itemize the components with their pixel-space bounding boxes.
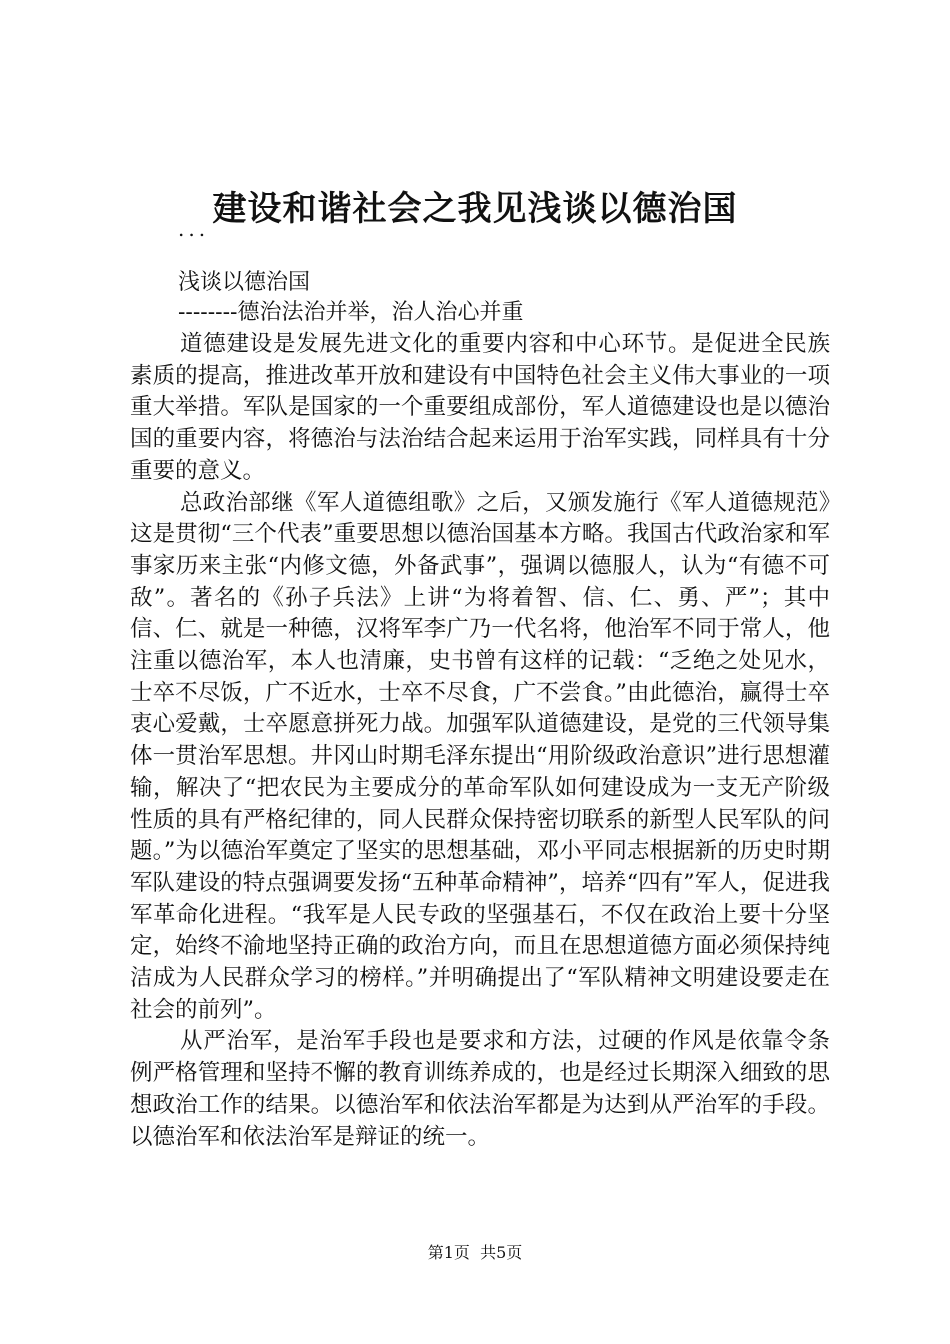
paragraph: 道德建设是发展先进文化的重要内容和中心环节。是促进全民族素质的提高，推进改革开放和建设有中国特色社会主义伟大事业的一项重大举措。军队是国家的一个重要组成部份，军人道德建设也是以德治国的重要内容，将德治与法治结合起来运用于治军实践，同样具有十分重要的意义。 xyxy=(130,331,830,484)
ellipsis-mark: ... xyxy=(178,217,210,241)
document-title: 建设和谐社会之我见浅谈以德治国 xyxy=(212,189,738,229)
article-subheading: --------德治法治并举，治人治心并重 xyxy=(178,300,524,325)
paragraph: 总政治部继《军人道德组歌》之后，又颁发施行《军人道德规范》这是贯彻“三个代表”重要思想以德治国基本方略。我国古代政治家和军事家历来主张“内修文德，外备武事”，强调以德服人，认为“有德不可敌”。著名的《孙子兵法》上讲“为将着智、信、仁、勇、严”；其中信、仁、就是一种德，汉将军李广乃一代名将，他治军不同于常人，他注重以德治军，本人也清廉，史书曾有这样的记载：“乏绝之处见水，士卒不尽饭，广不近水，士卒不尽食，广不尝食。”由此德治，赢得士卒衷心爱戴，士卒愿意拼死力战。加强军队道德建设，是党的三代领导集体一贯治军思想。井冈山时期毛泽东提出“用阶级政治意识”进行思想灌输，解决了“把农民为主要成分的革命军队如何建设成为一支无产阶级性质的具有严格纪律的，同人民群众保持密切联系的新型人民军队的问题。”为以德治军奠定了坚实的思想基础，邓小平同志根据新的历史时期军队建设的特点强调要发扬“五种革命精神”，培养“四有”军人，促进我军革命化进程。“我军是人民专政的坚强基石，不仅在政治上要十分坚定，始终不渝地坚持正确的政治方向，而且在思想道德方面必须保持纯洁成为人民群众学习的榜样。”并明确提出了“军队精神文明建设要走在社会的前列”。 xyxy=(130,489,830,1023)
paragraph: 从严治军，是治军手段也是要求和方法，过硬的作风是依靠令条例严格管理和坚持不懈的教育训练养成的，也是经过长期深入细致的思想政治工作的结果。以德治军和依法治军都是为达到从严治军的手段。以德治军和依法治军是辩证的统一。 xyxy=(130,1028,830,1150)
article-heading: 浅谈以德治国 xyxy=(178,270,311,295)
article-body xyxy=(130,329,830,1153)
page-footer: 第1页 共5页 xyxy=(427,1243,523,1262)
